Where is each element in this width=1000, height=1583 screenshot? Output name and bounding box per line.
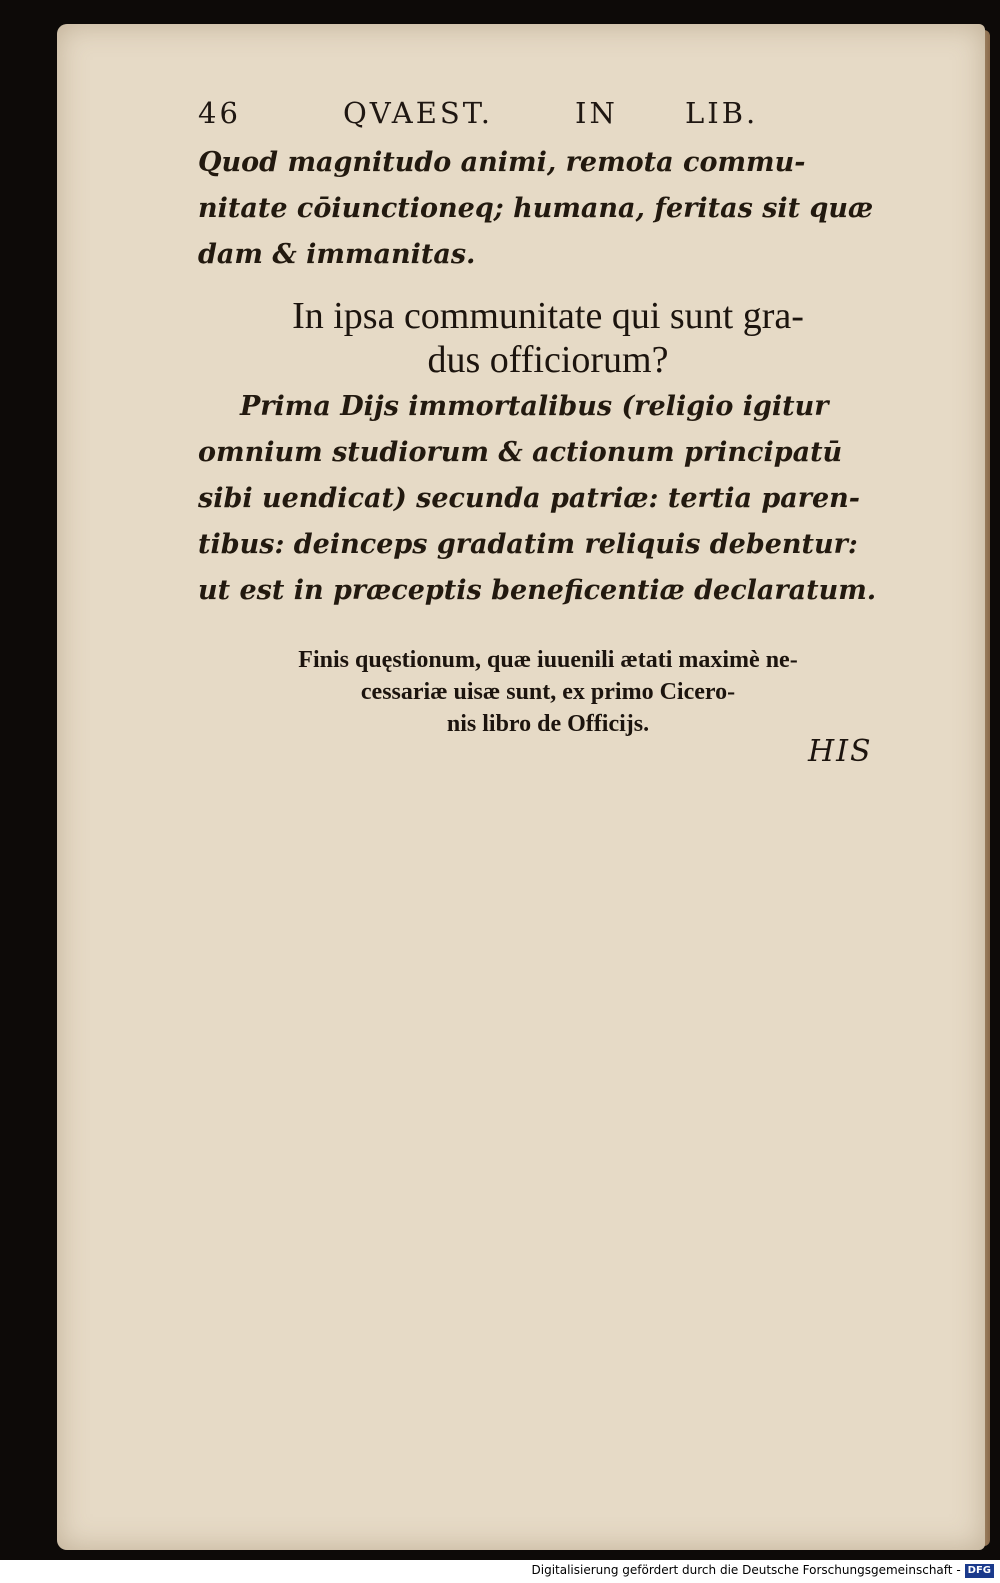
running-head (198, 96, 798, 140)
running-head-title-part2: IN (575, 96, 618, 130)
colophon-line: cessariæ uisæ sunt, ex primo Cicero- (360, 679, 736, 705)
digitization-credit (532, 1560, 995, 1580)
answer-line: tibus: deinceps gradatim reliquis debentur: (198, 529, 858, 560)
question-line: In ipsa communitate qui sunt gra- (292, 295, 804, 337)
credit-text: Digitalisierung gefördert durch die Deutsche Forschungsgemeinschaft - (531, 1563, 961, 1577)
running-head-title-part1: QVAEST. (343, 96, 494, 130)
dfg-logo: DFG (965, 1564, 994, 1578)
paragraph-line: dam & immanitas. (198, 239, 476, 270)
colophon-line: Finis quęstionum, quæ iuuenili ætati maximè ne- (298, 647, 798, 673)
colophon-line: nis libro de Officijs. (446, 711, 650, 737)
paragraph-magnitudo (198, 140, 898, 278)
running-head-title-part3: LIB. (685, 96, 759, 130)
page-number: 46 (198, 96, 241, 130)
paragraph-line: Quod magnitudo animi, remota commu- (198, 147, 806, 178)
answer-line: omnium studiorum & actionum principatū (198, 437, 843, 468)
answer-line: ut est in præceptis beneficentiæ declaratum. (198, 575, 877, 606)
question-heading (248, 294, 848, 382)
catchword: HIS (808, 734, 873, 769)
answer-line: Prima Dijs immortalibus (religio igitur (240, 391, 829, 422)
question-line: dus officiorum? (427, 339, 669, 381)
answer-line: sibi uendicat) secunda patriæ: tertia paren- (198, 483, 860, 514)
answer-paragraph (198, 384, 898, 614)
colophon (243, 644, 853, 740)
paragraph-line: nitate cōiunctioneq; humana, feritas sit quæ (198, 193, 874, 224)
